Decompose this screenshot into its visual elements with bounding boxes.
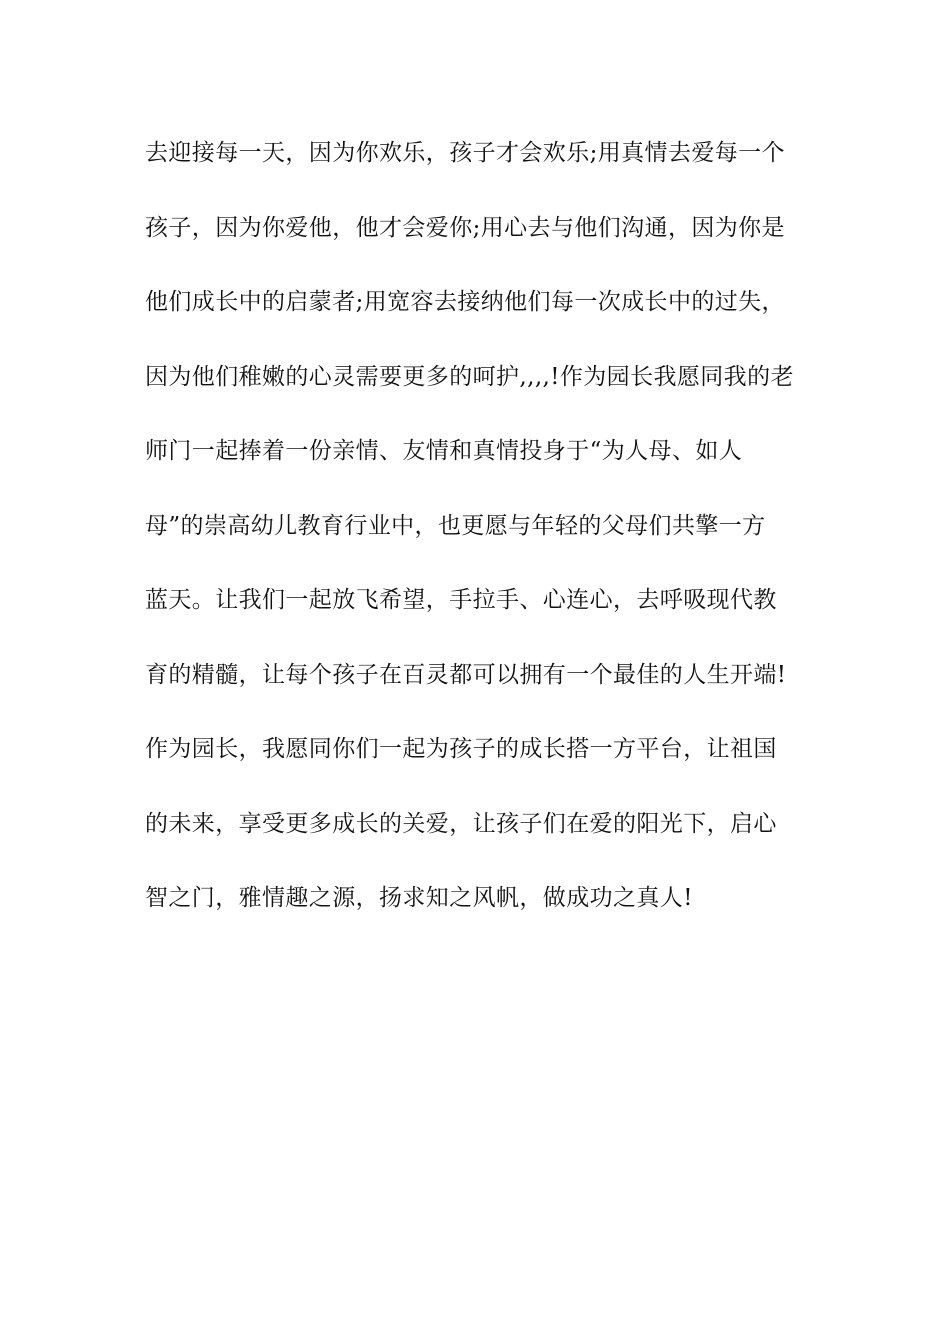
- text-line: 因为他们稚嫩的心灵需要更多的呵护,,,,!作为园长我愿同我的老: [145, 363, 794, 390]
- text-line: 他们成长中的启蒙者;用宽容去接纳他们每一次成长中的过失，: [145, 289, 785, 315]
- text-line: 去迎接每一天，因为你欢乐，孩子才会欢乐;用真情去爱每一个: [145, 140, 785, 166]
- text-line: 孩子，因为你爱他，他才会爱你;用心去与他们沟通，因为你是: [145, 214, 785, 241]
- body-text: [145, 132, 810, 952]
- text-line: 师门一起捧着一份亲情、友情和真情投身于“为人母、如人: [145, 438, 743, 464]
- text-line: 育的精髓，让每个孩子在百灵都可以拥有一个最佳的人生开端!: [145, 661, 787, 688]
- text-line: 的未来，享受更多成长的关爱，让孩子们在爱的阳光下，启心: [145, 810, 777, 837]
- text-line: 作为园长，我愿同你们一起为孩子的成长搭一方平台，让祖国: [145, 736, 777, 762]
- text-line: 智之门，雅情趣之源，扬求知之风帆，做成功之真人!: [145, 885, 693, 911]
- text-line: 蓝天。让我们一起放飞希望，手拉手、心连心，去呼吸现代教: [145, 587, 777, 613]
- text-line: 母”的崇高幼儿教育行业中，也更愿与年轻的父母们共擎一方: [145, 512, 766, 539]
